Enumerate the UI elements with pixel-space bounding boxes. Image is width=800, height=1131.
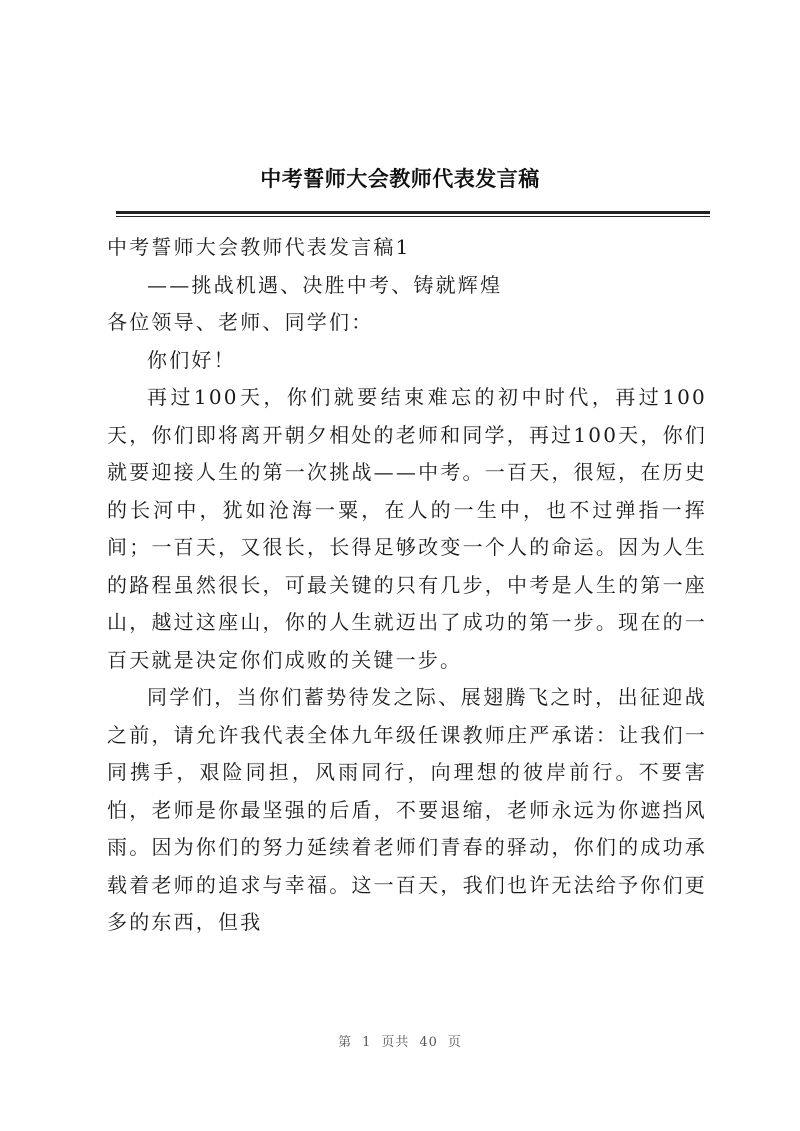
footer-label-of: 页共 bbox=[381, 1035, 410, 1050]
footer-label-page: 第 bbox=[338, 1035, 353, 1050]
title-divider-thick bbox=[116, 211, 710, 214]
paragraph: 再过100天，你们就要结束难忘的初中时代，再过100天，你们即将离开朝夕相处的老师和同学，再过100天，你们就要迎接人生的第一次挑战——中考。一百天，很短，在历史的长河中，犹如沧海一粟，在人的一生中，也不过弹指一挥间；一百天，又很长，长得足够改变一个人的命运。因为人生的路程虽然很长，可最关键的只有几步，中考是人生的第一座山，越过这座山，你的人生就迈出了成功的第一步。现在的一百天就是决定你们成败的关键一步。 bbox=[107, 385, 707, 672]
section-subtitle: ——挑战机遇、决胜中考、铸就辉煌 bbox=[147, 272, 503, 297]
document-title: 中考誓师大会教师代表发言稿 bbox=[260, 167, 540, 191]
section-heading: 中考誓师大会教师代表发言稿1 bbox=[107, 235, 411, 259]
salutation: 各位领导、老师、同学们： bbox=[107, 310, 374, 334]
paragraph: 同学们，当你们蓄势待发之际、展翅腾飞之时，出征迎战之前，请允许我代表全体九年级任课教师庄严承诺：让我们一同携手，艰险同担，风雨同行，向理想的彼岸前行。不要害怕，老师是你最坚强的后盾，不要退缩，老师永远为你遮挡风雨。因为你们的努力延续着老师们青春的驿动，你们的成功承载着老师的追求与幸福。这一百天，我们也许无法给予你们更多的东西，但我 bbox=[107, 685, 707, 934]
page-footer bbox=[0, 1031, 800, 1050]
footer-label-pages: 页 bbox=[447, 1035, 462, 1050]
title-divider-thin bbox=[116, 216, 710, 217]
footer-page-number: 1 bbox=[362, 1035, 372, 1050]
greeting: 你们好！ bbox=[147, 347, 236, 372]
footer-total-pages: 40 bbox=[419, 1035, 438, 1050]
document-body bbox=[107, 229, 707, 942]
